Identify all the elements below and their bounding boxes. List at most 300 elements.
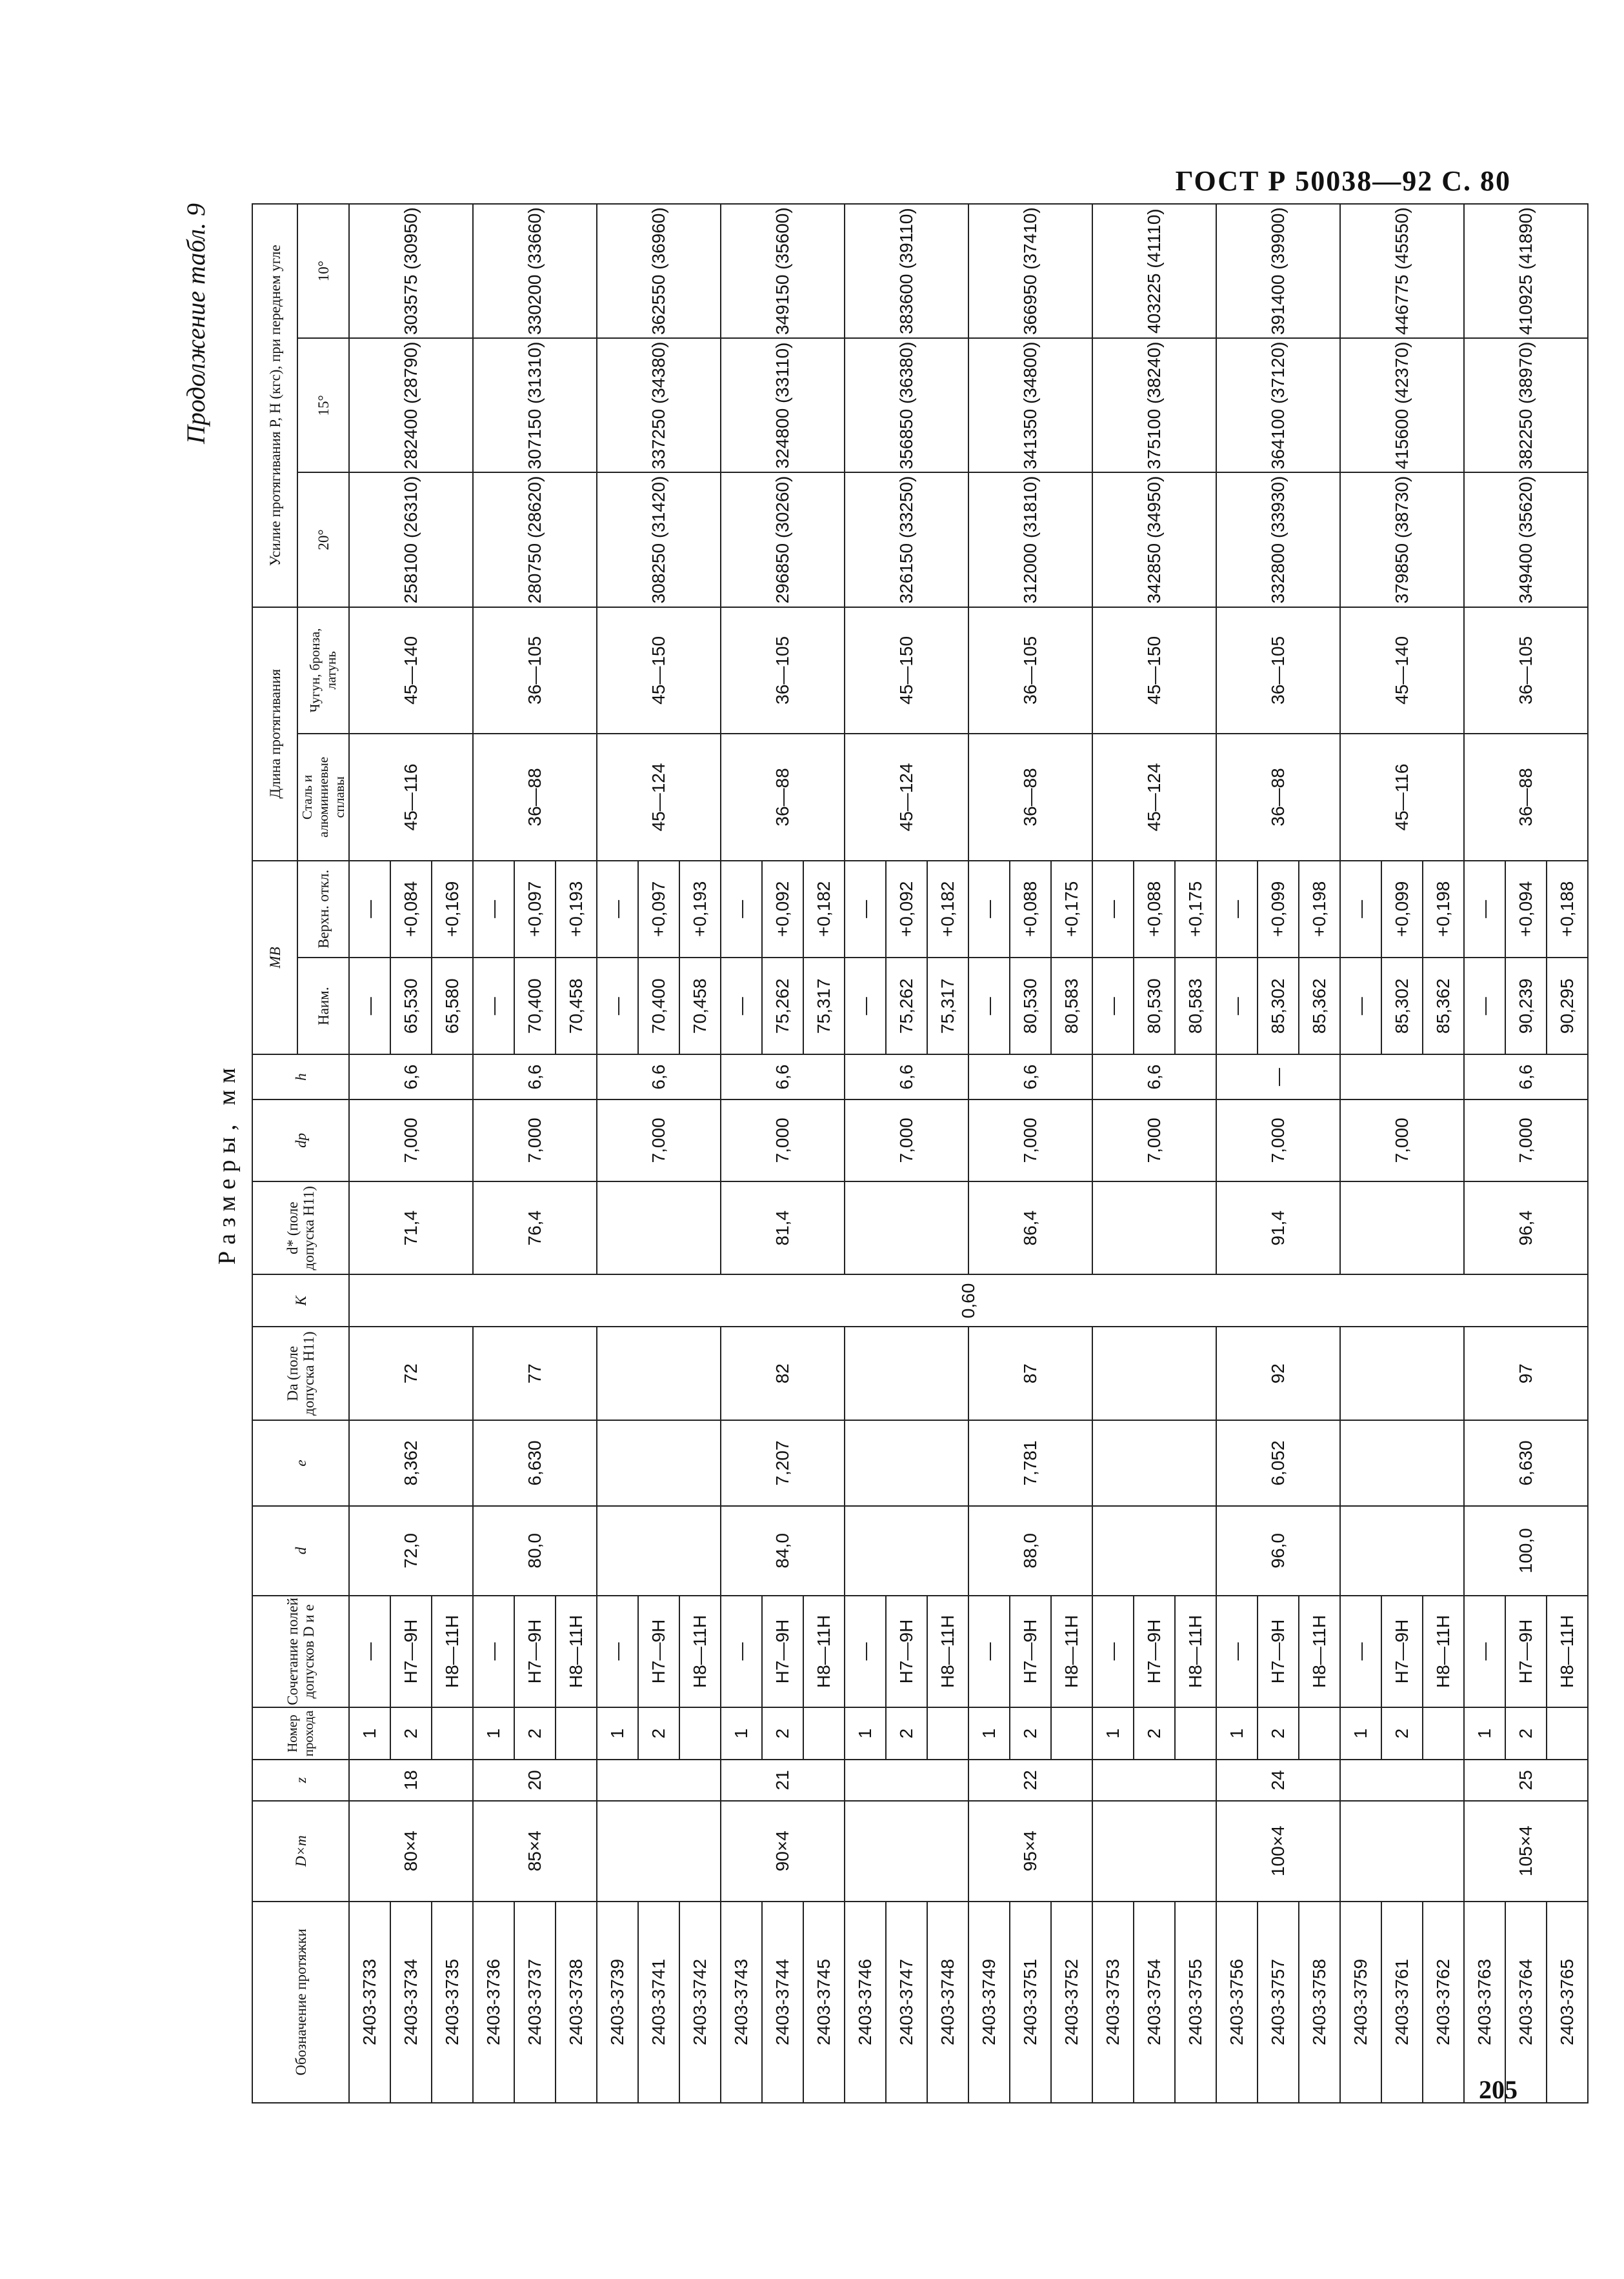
force-15-cell: 324800 (33110)	[721, 338, 845, 472]
e-cell: 7,781	[968, 1420, 1092, 1506]
designation-cell: 2403-3744	[762, 1902, 803, 2103]
force-20-cell: 258100 (26310)	[349, 472, 473, 607]
mb-nominal-cell: 80,530	[1010, 958, 1051, 1054]
mb-nominal-cell: 75,317	[927, 958, 968, 1054]
da-cell	[597, 1327, 721, 1420]
dxm-cell	[597, 1801, 721, 1902]
h-cell: —	[1216, 1054, 1340, 1099]
mb-nominal-cell: 75,262	[762, 958, 803, 1054]
da-cell: 77	[473, 1327, 597, 1420]
z-cell: 24	[1216, 1760, 1340, 1801]
designation-cell: 2403-3754	[1134, 1902, 1175, 2103]
designation-cell: 2403-3746	[845, 1902, 886, 2103]
dxm-cell: 80×4	[349, 1801, 473, 1902]
tolerance-combo-cell: —	[1340, 1596, 1381, 1707]
da-cell	[1340, 1327, 1464, 1420]
force-10-cell: 349150 (35600)	[721, 204, 845, 338]
mb-nominal-cell: 70,458	[679, 958, 721, 1054]
dstar-cell: 91,4	[1216, 1181, 1340, 1275]
tolerance-combo-cell: H8—11H	[1051, 1596, 1092, 1707]
mb-nominal-cell: 65,530	[390, 958, 432, 1054]
col-mb: MB	[252, 861, 297, 1055]
mb-nominal-cell: 70,458	[556, 958, 597, 1054]
designation-cell: 2403-3758	[1299, 1902, 1340, 2103]
length-steel-cell: 36—88	[1216, 734, 1340, 861]
k-cell: 0,60	[349, 1275, 1588, 1327]
mb-nominal-cell: —	[968, 958, 1010, 1054]
da-cell	[845, 1327, 968, 1420]
mb-nominal-cell: 80,583	[1175, 958, 1216, 1054]
mb-nominal-cell: —	[1092, 958, 1134, 1054]
pass-cell: 1	[968, 1707, 1010, 1760]
col-force-15: 15°	[297, 338, 349, 472]
designation-cell: 2403-3751	[1010, 1902, 1051, 2103]
col-d: d	[252, 1506, 349, 1596]
col-force-20: 20°	[297, 472, 349, 607]
col-force: Усилие протягивания P, Н (кгс), при переднем угле	[252, 204, 297, 607]
force-20-cell: 349400 (35620)	[1464, 472, 1588, 607]
force-15-cell: 307150 (31310)	[473, 338, 597, 472]
da-cell: 97	[1464, 1327, 1588, 1420]
d-cell: 100,0	[1464, 1506, 1588, 1596]
h-cell: 6,6	[1464, 1054, 1588, 1099]
pass-cell: 1	[597, 1707, 638, 1760]
pass-cell	[927, 1707, 968, 1760]
col-tolerance-combo: Сочетание полей допусков D и e	[252, 1596, 349, 1707]
dxm-cell	[845, 1801, 968, 1902]
tolerance-combo-cell: H7—9H	[638, 1596, 679, 1707]
tolerance-combo-cell: —	[597, 1596, 638, 1707]
z-cell	[845, 1760, 968, 1801]
e-cell: 6,630	[473, 1420, 597, 1506]
table-body	[349, 204, 1588, 2103]
dxm-cell: 100×4	[1216, 1801, 1340, 1902]
e-cell: 6,052	[1216, 1420, 1340, 1506]
d-cell: 96,0	[1216, 1506, 1340, 1596]
pass-cell: 1	[473, 1707, 514, 1760]
length-iron-cell: 45—150	[845, 607, 968, 734]
mb-upper-dev-cell: +0,169	[432, 861, 473, 958]
force-15-cell: 337250 (34380)	[597, 338, 721, 472]
designation-cell: 2403-3743	[721, 1902, 762, 2103]
dstar-cell	[845, 1181, 968, 1275]
col-force-10: 10°	[297, 204, 349, 338]
force-15-cell: 282400 (28790)	[349, 338, 473, 472]
pass-cell: 2	[514, 1707, 556, 1760]
mb-upper-dev-cell: +0,088	[1134, 861, 1175, 958]
mb-nominal-cell: —	[597, 958, 638, 1054]
d-cell: 84,0	[721, 1506, 845, 1596]
tolerance-combo-cell: H8—11H	[432, 1596, 473, 1707]
force-10-cell: 403225 (41110)	[1092, 204, 1216, 338]
tolerance-combo-cell: H7—9H	[1010, 1596, 1051, 1707]
mb-nominal-cell: —	[473, 958, 514, 1054]
col-length-iron: Чугун, бронза, латунь	[297, 607, 349, 734]
designation-cell: 2403-3734	[390, 1902, 432, 2103]
d-cell	[845, 1506, 968, 1596]
col-designation: Обозначение протяжки	[252, 1902, 349, 2103]
length-iron-cell: 45—140	[1340, 607, 1464, 734]
tolerance-combo-cell: H7—9H	[1134, 1596, 1175, 1707]
mb-upper-dev-cell: +0,198	[1299, 861, 1340, 958]
d-cell	[597, 1506, 721, 1596]
mb-upper-dev-cell: —	[968, 861, 1010, 958]
mb-upper-dev-cell: +0,182	[803, 861, 845, 958]
force-20-cell: 342850 (34950)	[1092, 472, 1216, 607]
dp-cell: 7,000	[968, 1099, 1092, 1181]
z-cell	[597, 1760, 721, 1801]
col-da: Da (поле допуска H11)	[252, 1327, 349, 1420]
mb-nominal-cell: 80,530	[1134, 958, 1175, 1054]
pass-cell	[1299, 1707, 1340, 1760]
force-10-cell: 391400 (39900)	[1216, 204, 1340, 338]
mb-upper-dev-cell: —	[1464, 861, 1505, 958]
length-iron-cell: 36—105	[473, 607, 597, 734]
mb-nominal-cell: 90,295	[1547, 958, 1588, 1054]
length-iron-cell: 36—105	[1216, 607, 1340, 734]
col-mb-nom: Наим.	[297, 958, 349, 1054]
mb-upper-dev-cell: +0,084	[390, 861, 432, 958]
table-row	[1092, 204, 1134, 2103]
mb-upper-dev-cell: +0,175	[1051, 861, 1092, 958]
pass-cell: 2	[1258, 1707, 1299, 1760]
tolerance-combo-cell: H7—9H	[390, 1596, 432, 1707]
col-pass-no: Номер прохода	[252, 1707, 349, 1760]
force-20-cell: 280750 (28620)	[473, 472, 597, 607]
document-header: ГОСТ Р 50038—92 С. 80	[1175, 165, 1511, 197]
h-cell: 6,6	[473, 1054, 597, 1099]
z-cell: 21	[721, 1760, 845, 1801]
pass-cell: 2	[1010, 1707, 1051, 1760]
mb-upper-dev-cell: +0,175	[1175, 861, 1216, 958]
mb-upper-dev-cell: —	[473, 861, 514, 958]
tolerance-combo-cell: H8—11H	[1547, 1596, 1588, 1707]
tolerance-combo-cell: H7—9H	[1258, 1596, 1299, 1707]
pass-cell: 2	[390, 1707, 432, 1760]
dstar-cell: 81,4	[721, 1181, 845, 1275]
dstar-cell	[1092, 1181, 1216, 1275]
pass-cell: 2	[1505, 1707, 1547, 1760]
dp-cell: 7,000	[597, 1099, 721, 1181]
pass-cell: 1	[349, 1707, 390, 1760]
dp-cell: 7,000	[845, 1099, 968, 1181]
designation-cell: 2403-3747	[886, 1902, 927, 2103]
designation-cell: 2403-3762	[1423, 1902, 1464, 2103]
mb-nominal-cell: 85,362	[1423, 958, 1464, 1054]
mb-upper-dev-cell: +0,188	[1547, 861, 1588, 958]
mb-nominal-cell: 75,262	[886, 958, 927, 1054]
force-10-cell: 383600 (39110)	[845, 204, 968, 338]
length-steel-cell: 45—124	[1092, 734, 1216, 861]
table-row	[721, 204, 762, 2103]
dxm-cell	[1092, 1801, 1216, 1902]
dxm-cell: 95×4	[968, 1801, 1092, 1902]
force-20-cell: 312000 (31810)	[968, 472, 1092, 607]
tolerance-combo-cell: —	[968, 1596, 1010, 1707]
dp-cell: 7,000	[721, 1099, 845, 1181]
pass-cell: 1	[721, 1707, 762, 1760]
e-cell	[1340, 1420, 1464, 1506]
h-cell: 6,6	[597, 1054, 721, 1099]
mb-nominal-cell: 80,583	[1051, 958, 1092, 1054]
tolerance-combo-cell: H8—11H	[1299, 1596, 1340, 1707]
pass-cell: 2	[886, 1707, 927, 1760]
dp-cell: 7,000	[473, 1099, 597, 1181]
force-20-cell: 326150 (33250)	[845, 472, 968, 607]
tolerance-combo-cell: H8—11H	[556, 1596, 597, 1707]
col-dstar: d* (поле допуска H11)	[252, 1181, 349, 1275]
pass-cell	[1051, 1707, 1092, 1760]
tolerance-combo-cell: H7—9H	[886, 1596, 927, 1707]
mb-upper-dev-cell: +0,092	[762, 861, 803, 958]
designation-cell: 2403-3748	[927, 1902, 968, 2103]
mb-upper-dev-cell: +0,099	[1258, 861, 1299, 958]
mb-nominal-cell: 70,400	[638, 958, 679, 1054]
mb-upper-dev-cell: —	[597, 861, 638, 958]
table-row	[1340, 204, 1381, 2103]
z-cell	[1092, 1760, 1216, 1801]
col-k: K	[252, 1275, 349, 1327]
sizes-title: Размеры, мм	[214, 1061, 241, 1265]
length-iron-cell: 45—150	[597, 607, 721, 734]
mb-upper-dev-cell: +0,193	[679, 861, 721, 958]
designation-cell: 2403-3755	[1175, 1902, 1216, 2103]
designation-cell: 2403-3749	[968, 1902, 1010, 2103]
pass-cell	[1547, 1707, 1588, 1760]
length-iron-cell: 36—105	[1464, 607, 1588, 734]
designation-cell: 2403-3733	[349, 1902, 390, 2103]
mb-upper-dev-cell: +0,088	[1010, 861, 1051, 958]
col-h: h	[252, 1054, 349, 1099]
designation-cell: 2403-3761	[1381, 1902, 1423, 2103]
force-20-cell: 308250 (31420)	[597, 472, 721, 607]
force-10-cell: 303575 (30950)	[349, 204, 473, 338]
mb-upper-dev-cell: —	[349, 861, 390, 958]
pass-cell: 2	[762, 1707, 803, 1760]
col-dxm: D×m	[252, 1801, 349, 1902]
h-cell: 6,6	[1092, 1054, 1216, 1099]
force-20-cell: 379850 (38730)	[1340, 472, 1464, 607]
pass-cell	[1175, 1707, 1216, 1760]
table-row	[1216, 204, 1258, 2103]
dxm-cell	[1340, 1801, 1464, 1902]
dp-cell: 7,000	[1216, 1099, 1340, 1181]
tolerance-combo-cell: H8—11H	[1423, 1596, 1464, 1707]
designation-cell: 2403-3736	[473, 1902, 514, 2103]
tolerance-combo-cell: —	[473, 1596, 514, 1707]
length-iron-cell: 45—140	[349, 607, 473, 734]
designation-cell: 2403-3763	[1464, 1902, 1505, 2103]
dp-cell: 7,000	[1464, 1099, 1588, 1181]
tolerance-combo-cell: —	[349, 1596, 390, 1707]
da-cell: 87	[968, 1327, 1092, 1420]
mb-nominal-cell: —	[1464, 958, 1505, 1054]
length-iron-cell: 45—150	[1092, 607, 1216, 734]
mb-nominal-cell: —	[1340, 958, 1381, 1054]
dp-cell: 7,000	[1340, 1099, 1464, 1181]
z-cell: 20	[473, 1760, 597, 1801]
mb-upper-dev-cell: +0,193	[556, 861, 597, 958]
mb-nominal-cell: 65,580	[432, 958, 473, 1054]
tolerance-combo-cell: H7—9H	[762, 1596, 803, 1707]
mb-nominal-cell: —	[721, 958, 762, 1054]
mb-upper-dev-cell: —	[1092, 861, 1134, 958]
h-cell	[1340, 1054, 1464, 1099]
mb-nominal-cell: 75,317	[803, 958, 845, 1054]
force-15-cell: 382250 (38970)	[1464, 338, 1588, 472]
tolerance-combo-cell: —	[845, 1596, 886, 1707]
table-row	[597, 204, 638, 2103]
page-number: 205	[1479, 2075, 1518, 2104]
tolerance-combo-cell: H8—11H	[679, 1596, 721, 1707]
col-length: Длина протягивания	[252, 607, 297, 861]
length-steel-cell: 36—88	[968, 734, 1092, 861]
pass-cell	[432, 1707, 473, 1760]
designation-cell: 2403-3741	[638, 1902, 679, 2103]
force-15-cell: 375100 (38240)	[1092, 338, 1216, 472]
force-10-cell: 366950 (37410)	[968, 204, 1092, 338]
dxm-cell: 85×4	[473, 1801, 597, 1902]
z-cell	[1340, 1760, 1464, 1801]
col-dp: dp	[252, 1099, 349, 1181]
mb-nominal-cell: 85,302	[1381, 958, 1423, 1054]
table-row	[473, 204, 514, 2103]
pass-cell: 1	[845, 1707, 886, 1760]
mb-upper-dev-cell: +0,182	[927, 861, 968, 958]
designation-cell: 2403-3756	[1216, 1902, 1258, 2103]
mb-upper-dev-cell: +0,092	[886, 861, 927, 958]
dstar-cell	[1340, 1181, 1464, 1275]
designation-cell: 2403-3764	[1505, 1902, 1547, 2103]
mb-nominal-cell: —	[845, 958, 886, 1054]
force-10-cell: 446775 (45550)	[1340, 204, 1464, 338]
dstar-cell: 71,4	[349, 1181, 473, 1275]
pass-cell	[679, 1707, 721, 1760]
mb-upper-dev-cell: +0,097	[514, 861, 556, 958]
tolerance-combo-cell: —	[1464, 1596, 1505, 1707]
mb-nominal-cell: 90,239	[1505, 958, 1547, 1054]
table-row	[1464, 204, 1505, 2103]
h-cell: 6,6	[349, 1054, 473, 1099]
designation-cell: 2403-3738	[556, 1902, 597, 2103]
dxm-cell: 105×4	[1464, 1801, 1588, 1902]
table-caption: Продолжение табл. 9	[181, 203, 210, 445]
dstar-cell: 86,4	[968, 1181, 1092, 1275]
table-row	[845, 204, 886, 2103]
z-cell: 22	[968, 1760, 1092, 1801]
d-cell: 72,0	[349, 1506, 473, 1596]
tolerance-combo-cell: —	[1092, 1596, 1134, 1707]
tolerance-combo-cell: H7—9H	[1505, 1596, 1547, 1707]
pass-cell: 1	[1216, 1707, 1258, 1760]
tolerance-combo-cell: H8—11H	[1175, 1596, 1216, 1707]
pass-cell: 1	[1464, 1707, 1505, 1760]
force-10-cell: 330200 (33660)	[473, 204, 597, 338]
tolerance-combo-cell: —	[1216, 1596, 1258, 1707]
pass-cell: 2	[1381, 1707, 1423, 1760]
length-steel-cell: 36—88	[473, 734, 597, 861]
pass-cell	[803, 1707, 845, 1760]
mb-nominal-cell: 85,302	[1258, 958, 1299, 1054]
mb-nominal-cell: —	[349, 958, 390, 1054]
z-cell: 25	[1464, 1760, 1588, 1801]
length-steel-cell: 45—124	[597, 734, 721, 861]
mb-upper-dev-cell: +0,094	[1505, 861, 1547, 958]
force-15-cell: 364100 (37120)	[1216, 338, 1340, 472]
mb-nominal-cell: 85,362	[1299, 958, 1340, 1054]
dp-cell: 7,000	[1092, 1099, 1216, 1181]
mb-upper-dev-cell: —	[1340, 861, 1381, 958]
z-cell: 18	[349, 1760, 473, 1801]
dstar-cell	[597, 1181, 721, 1275]
force-20-cell: 296850 (30260)	[721, 472, 845, 607]
dxm-cell: 90×4	[721, 1801, 845, 1902]
e-cell	[1092, 1420, 1216, 1506]
e-cell	[845, 1420, 968, 1506]
force-10-cell: 410925 (41890)	[1464, 204, 1588, 338]
e-cell: 8,362	[349, 1420, 473, 1506]
da-cell: 92	[1216, 1327, 1340, 1420]
force-15-cell: 356850 (36380)	[845, 338, 968, 472]
col-z: z	[252, 1760, 349, 1801]
force-10-cell: 362550 (36960)	[597, 204, 721, 338]
force-15-cell: 415600 (42370)	[1340, 338, 1464, 472]
length-steel-cell: 36—88	[721, 734, 845, 861]
length-steel-cell: 36—88	[1464, 734, 1588, 861]
mb-upper-dev-cell: —	[845, 861, 886, 958]
table-row	[968, 204, 1010, 2103]
designation-cell: 2403-3739	[597, 1902, 638, 2103]
designation-cell: 2403-3759	[1340, 1902, 1381, 2103]
length-iron-cell: 36—105	[968, 607, 1092, 734]
length-steel-cell: 45—124	[845, 734, 968, 861]
da-cell	[1092, 1327, 1216, 1420]
tolerance-combo-cell: H8—11H	[927, 1596, 968, 1707]
pass-cell: 1	[1340, 1707, 1381, 1760]
tolerance-combo-cell: —	[721, 1596, 762, 1707]
length-steel-cell: 45—116	[349, 734, 473, 861]
designation-cell: 2403-3757	[1258, 1902, 1299, 2103]
mb-nominal-cell: —	[1216, 958, 1258, 1054]
tolerance-combo-cell: H7—9H	[514, 1596, 556, 1707]
h-cell: 6,6	[968, 1054, 1092, 1099]
pass-cell	[1423, 1707, 1464, 1760]
designation-cell: 2403-3765	[1547, 1902, 1588, 2103]
e-cell: 7,207	[721, 1420, 845, 1506]
dp-cell: 7,000	[349, 1099, 473, 1181]
h-cell: 6,6	[845, 1054, 968, 1099]
designation-cell: 2403-3745	[803, 1902, 845, 2103]
pass-cell	[556, 1707, 597, 1760]
d-cell: 88,0	[968, 1506, 1092, 1596]
col-length-steel: Сталь и алюминиевые сплавы	[297, 734, 349, 861]
h-cell: 6,6	[721, 1054, 845, 1099]
pass-cell: 1	[1092, 1707, 1134, 1760]
col-e: e	[252, 1420, 349, 1506]
pass-cell: 2	[1134, 1707, 1175, 1760]
tolerance-combo-cell: H8—11H	[803, 1596, 845, 1707]
da-cell: 82	[721, 1327, 845, 1420]
designation-cell: 2403-3735	[432, 1902, 473, 2103]
mb-upper-dev-cell: —	[721, 861, 762, 958]
mb-upper-dev-cell: +0,099	[1381, 861, 1423, 958]
force-15-cell: 341350 (34800)	[968, 338, 1092, 472]
mb-upper-dev-cell: —	[1216, 861, 1258, 958]
designation-cell: 2403-3752	[1051, 1902, 1092, 2103]
table-row	[349, 204, 390, 2103]
length-steel-cell: 45—116	[1340, 734, 1464, 861]
tolerance-combo-cell: H7—9H	[1381, 1596, 1423, 1707]
